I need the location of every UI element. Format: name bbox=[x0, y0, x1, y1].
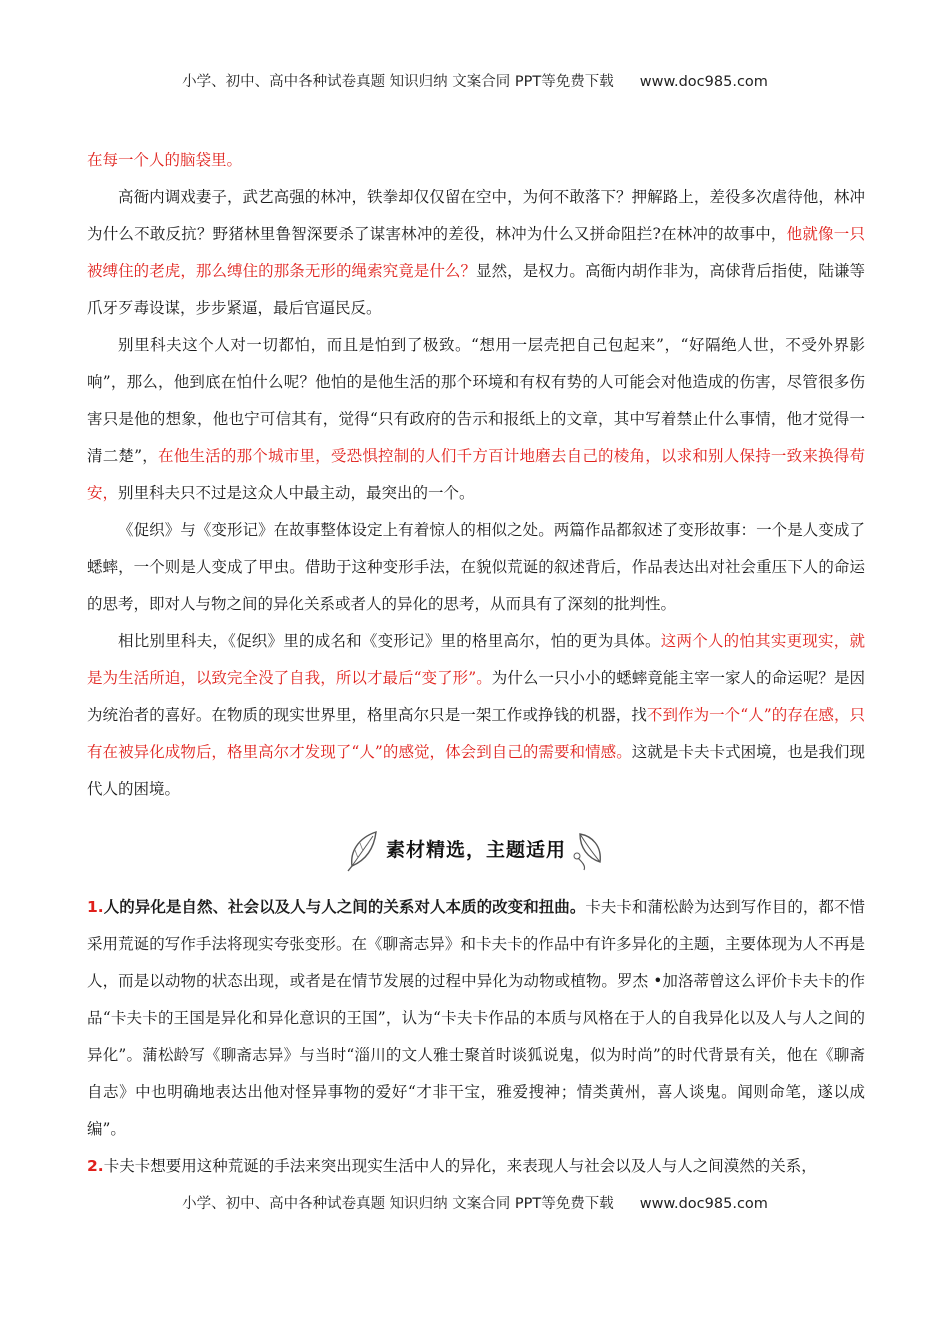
text-run: 卡夫卡和蒲松龄为达到写作目的，都不惜采用荒诞的写作手法将现实夸张变形。在《聊斋志异》和卡夫卡的作品中有许多异化的主题，主要体现为人不再是人，而是以动物的状态出现，或者是在情节发展的过程中异化为动物或植物。罗杰 •加洛蒂曾这么评价卡夫卡的作品“卡夫卡的王国是异化和异化意识的王国”，认为“卡夫卡作品的本质与风格在于人的自我异化以及人与人之间的异化”。蒲松龄写《聊斋志异》与当时“淄川的文人雅士聚首时谈狐说鬼，似为时尚”的时代背景有关，他在《聊斋自志》中也明确地表达出他对怪异事物的爱好“才非干宝，雅爱搜神；情类黄州，喜人谈鬼。闻则命笔，遂以成编”。 bbox=[87, 898, 865, 1138]
paragraph-2 bbox=[87, 327, 865, 512]
leaf-right-icon bbox=[572, 828, 606, 872]
text-run: 别里科夫只不过是这众人中最主动，最突出的一个。 bbox=[118, 484, 475, 502]
page-header bbox=[0, 70, 950, 91]
list-item-2 bbox=[87, 1148, 865, 1185]
item-number: 2. bbox=[87, 1157, 104, 1175]
item-number: 1. bbox=[87, 898, 104, 916]
paragraph-3: 《促织》与《变形记》在故事整体设定上有着惊人的相似之处。两篇作品都叙述了变形故事：一个是人变成了蟋蟀，一个则是人变成了甲虫。借助于这种变形手法，在貌似荒诞的叙述背后，作品表达出对社会重压下人的命运的思考，即对人与物之间的异化关系或者人的异化的思考，从而具有了深刻的批判性。 bbox=[87, 521, 865, 613]
section-banner bbox=[87, 816, 865, 884]
header-text: 小学、初中、高中各种试卷真题 知识归纳 文案合同 PPT等免费下载 bbox=[182, 74, 614, 90]
text-run: 为什么一只小小的蟋蟀竟能主宰一家人的命运呢？是因为统治者的喜好。在物质的现实世界里，格里高尔只是一架工作或挣钱的机器，找 bbox=[87, 669, 865, 724]
text-run: 别里科夫这个人对一切都怕，而且是怕到了极致。“想用一层壳把自己包起来”，“好隔绝人世，不受外界影响”，那么，他到底在怕什么呢？他怕的是他生活的那个环境和有权有势的人可能会对他造成的伤害，尽管很多伤害只是他的想象，他也宁可信其有，觉得“只有政府的告示和报纸上的文章，其中写着禁止什么事情，他才觉得一清二楚”， bbox=[87, 336, 865, 465]
list-item-1 bbox=[87, 888, 865, 1148]
text-run: 卡夫卡想要用这种荒诞的手法来突出现实生活中人的异化，来表现人与社会以及人与人之间漠然的关系， bbox=[103, 1157, 817, 1175]
highlight-text: 这两个人的怕其实更现实，就是为生活所迫，以致完全没了自我，所以才最后“变了形”。 bbox=[87, 632, 865, 687]
paragraph-4 bbox=[87, 623, 865, 808]
text-run: 高衙内调戏妻子，武艺高强的林冲，铁拳却仅仅留在空中，为何不敢落下？押解路上，差役多次虐待他，林冲为什么不敢反抗？野猪林里鲁智深要杀了谋害林冲的差役，林冲为什么又拼命阻拦?在林冲的故事中， bbox=[87, 188, 865, 243]
text-run: 相比别里科夫，《促织》里的成名和《变形记》里的格里高尔，怕的更为具体。 bbox=[118, 632, 661, 650]
paragraph-1 bbox=[87, 179, 865, 327]
highlight-text: 在他生活的那个城市里，受恐惧控制的人们千方百计地磨去自己的棱角，以求和别人保持一致来换得苟安， bbox=[87, 447, 865, 502]
footer-url: www.doc985.com bbox=[639, 1196, 768, 1212]
footer-text: 小学、初中、高中各种试卷真题 知识归纳 文案合同 PPT等免费下载 bbox=[182, 1196, 614, 1212]
text-run: 这就是卡夫卡式困境，也是我们现代人的困境。 bbox=[87, 743, 865, 798]
header-url: www.doc985.com bbox=[639, 74, 768, 90]
highlight-text: 不到作为一个“人”的存在感，只有在被异化成物后，格里高尔才发现了“人”的感觉，体会到自己的需要和情感。 bbox=[87, 706, 865, 761]
page-footer bbox=[0, 1192, 950, 1213]
highlight-text: 他就像一只被缚住的老虎，那么缚住的那条无形的绳索究竟是什么？ bbox=[87, 225, 865, 280]
paragraph-0 bbox=[87, 142, 865, 179]
item-heading: 人的异化是自然、社会以及人与人之间的关系对人本质的改变和扭曲。 bbox=[103, 897, 586, 916]
article-body bbox=[87, 142, 865, 1185]
highlight-text: 在每一个人的脑袋里。 bbox=[87, 151, 243, 169]
leaf-left-icon bbox=[346, 828, 380, 872]
banner-title: 素材精选，主题适用 bbox=[385, 838, 566, 861]
text-run: 显然，是权力。高衙内胡作非为，高俅背后指使，陆谦等爪牙歹毒设谋，步步紧逼，最后官逼民反。 bbox=[87, 262, 865, 317]
